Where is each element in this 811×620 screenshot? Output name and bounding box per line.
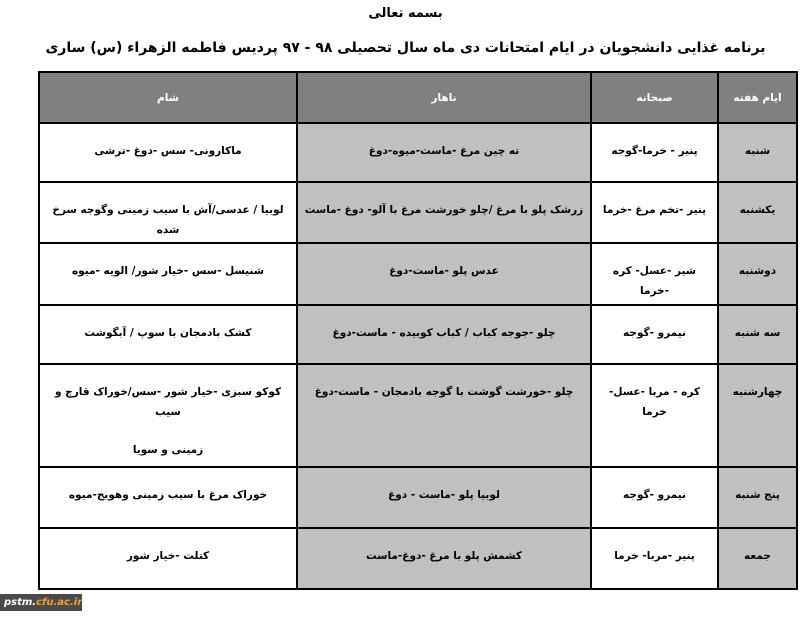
- table-row: [39, 243, 797, 305]
- lunch-cell: چلو -خورشت گوشت با گوجه بادمجان - ماست-دوغ: [297, 364, 591, 467]
- breakfast-cell: نیمرو -گوجه: [591, 467, 718, 528]
- watermark-prefix: pstm.: [4, 597, 37, 608]
- lunch-cell: زرشک پلو با مرغ /چلو خورشت مرغ با آلو- دوغ -ماست: [297, 182, 591, 243]
- column-header-lunch: ناهار: [297, 72, 591, 123]
- lunch-cell: عدس پلو -ماست-دوغ: [297, 243, 591, 305]
- dinner-cell: لوبیا / عدسی/آش با سیب زمینی وگوجه سرخ شده: [39, 182, 297, 243]
- meal-schedule-table: [38, 71, 798, 590]
- dinner-cell: کتلت -خیار شور: [39, 528, 297, 589]
- lunch-cell: کشمش پلو با مرغ -دوغ-ماست: [297, 528, 591, 589]
- column-header-dinner: شام: [39, 72, 297, 123]
- column-header-day: ایام هفته: [718, 72, 797, 123]
- breakfast-cell: پنیر -تخم مرغ -خرما: [591, 182, 718, 243]
- watermark-domain: cfu.ac.ir: [36, 597, 83, 608]
- breakfast-cell: پنیر - خرما-گوجه: [591, 123, 718, 182]
- day-cell: چهارشنبه: [718, 364, 797, 467]
- dinner-line: زمینی و سویا: [132, 444, 204, 456]
- lunch-cell: ته چین مرغ -ماست-میوه-دوغ: [297, 123, 591, 182]
- table-row: [39, 467, 797, 528]
- column-header-breakfast: صبحانه: [591, 72, 718, 123]
- dinner-cell: خوراک مرغ با سیب زمینی وهویج-میوه: [39, 467, 297, 528]
- table-header-row: [39, 72, 797, 123]
- day-cell: جمعه: [718, 528, 797, 589]
- day-cell: شنبه: [718, 123, 797, 182]
- lunch-cell: لوبیا پلو -ماست - دوغ: [297, 467, 591, 528]
- dinner-cell: شنیسل -سس -خیار شور/ الویه -میوه: [39, 243, 297, 305]
- site-watermark: [0, 594, 82, 611]
- table-row: [39, 182, 797, 243]
- breakfast-cell: شیر -عسل- کره -خرما: [591, 243, 718, 305]
- dinner-cell: کشک بادمجان با سوپ / آبگوشت: [39, 305, 297, 364]
- day-cell: دوشنبه: [718, 243, 797, 305]
- day-cell: یکشنبه: [718, 182, 797, 243]
- dinner-cell: ماکارونی- سس -دوغ -ترشی: [39, 123, 297, 182]
- breakfast-cell: کره - مربا -عسل-خرما: [591, 364, 718, 467]
- dinner-line: کوکو سبزی -خیار شور -سس/خوراک قارچ و سیب: [54, 386, 282, 418]
- lunch-cell: چلو -جوجه کباب / کباب کوبیده - ماست-دوغ: [297, 305, 591, 364]
- breakfast-cell: پنیر -مربا- خرما: [591, 528, 718, 589]
- day-cell: پنج شنبه: [718, 467, 797, 528]
- breakfast-cell: نیمرو -گوجه: [591, 305, 718, 364]
- table-row: [39, 364, 797, 467]
- page-title: برنامه غذایی دانشجویان در ایام امتحانات دی ماه سال تحصیلی ۹۸ - ۹۷ پردیس فاطمه الزهراء (س) ساری: [45, 40, 766, 56]
- day-cell: سه شنبه: [718, 305, 797, 364]
- dinner-cell: [39, 364, 297, 467]
- table-row: [39, 528, 797, 589]
- table-row: [39, 305, 797, 364]
- invocation-heading: بسمه تعالی: [368, 6, 443, 21]
- table-row: [39, 123, 797, 182]
